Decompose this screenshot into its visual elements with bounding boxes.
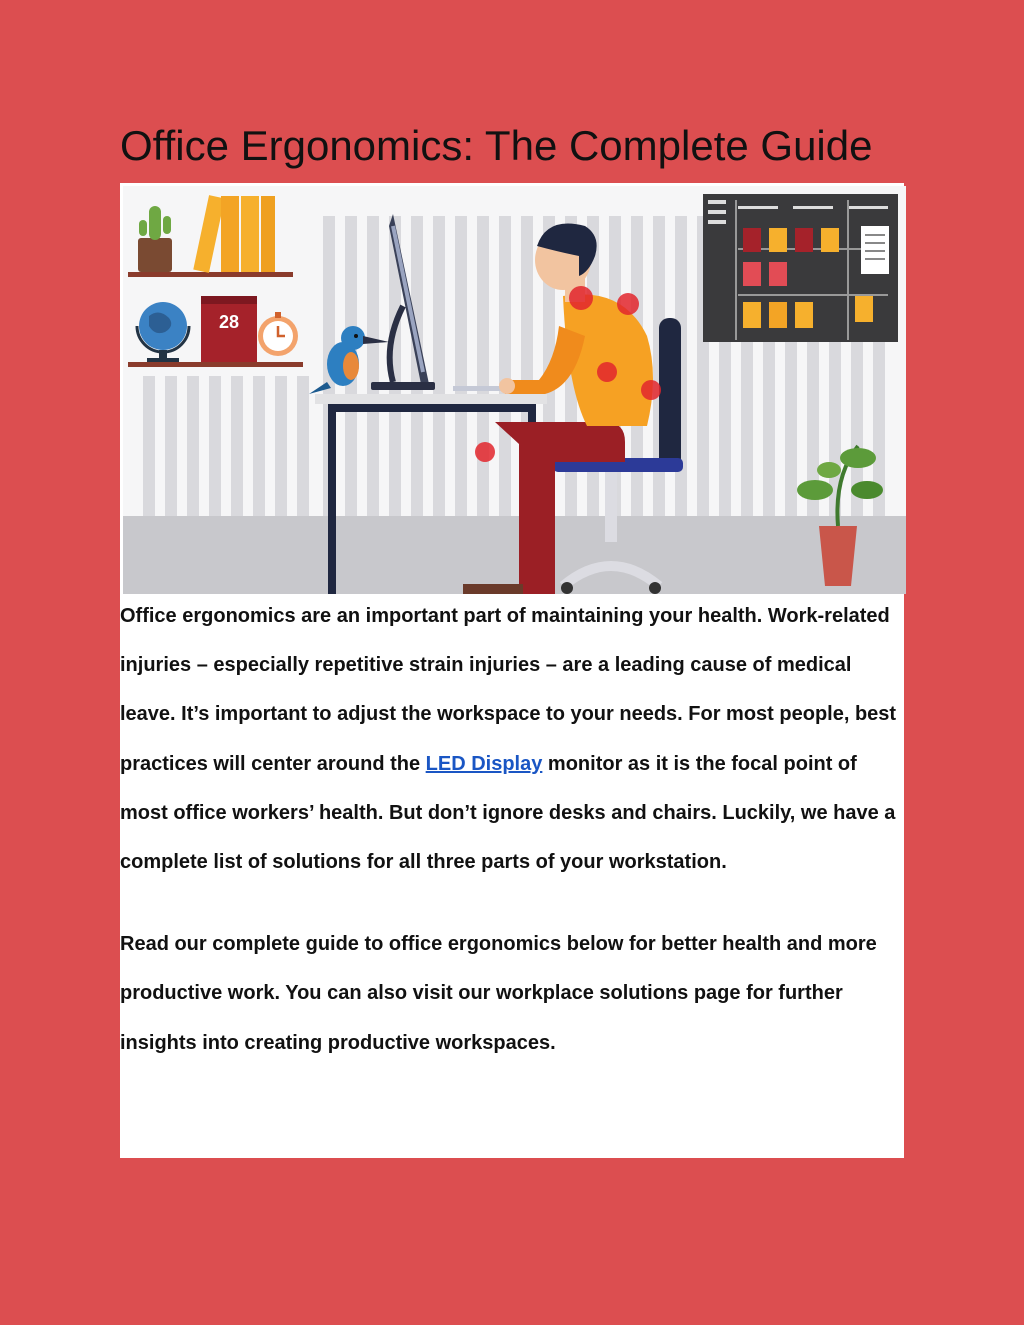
calendar-day: 28 xyxy=(218,312,240,332)
intro-text-before-link: Office ergonomics are an important part of maintaining your health. Work-related injuries – especially repetitive strain injuries – are a leading cause of medical leave. It’s important to adjust the workspace to your needs. For most people, best practices will center around the xyxy=(120,605,897,775)
intro-paragraph xyxy=(120,592,904,887)
ergonomic-workstation-illustration xyxy=(123,186,906,594)
led-display-link[interactable]: LED Display xyxy=(425,752,543,775)
calendar-icon xyxy=(201,296,257,362)
article-body xyxy=(120,592,904,1068)
intro-text-after-link: monitor as it is the focal point of most office workers’ health. But don’t ignore desks and chairs. Luckily, we have a complete list of solutions for all three parts of your workstation. xyxy=(120,752,896,874)
content-card xyxy=(120,183,904,1158)
task-board-icon xyxy=(703,194,898,342)
page-title: Office Ergonomics: The Complete Guide xyxy=(120,122,873,169)
guide-paragraph: Read our complete guide to office ergonomics below for better health and more productive work. You can also visit our workplace solutions page for further insights into creating productive workspaces. xyxy=(120,933,877,1054)
